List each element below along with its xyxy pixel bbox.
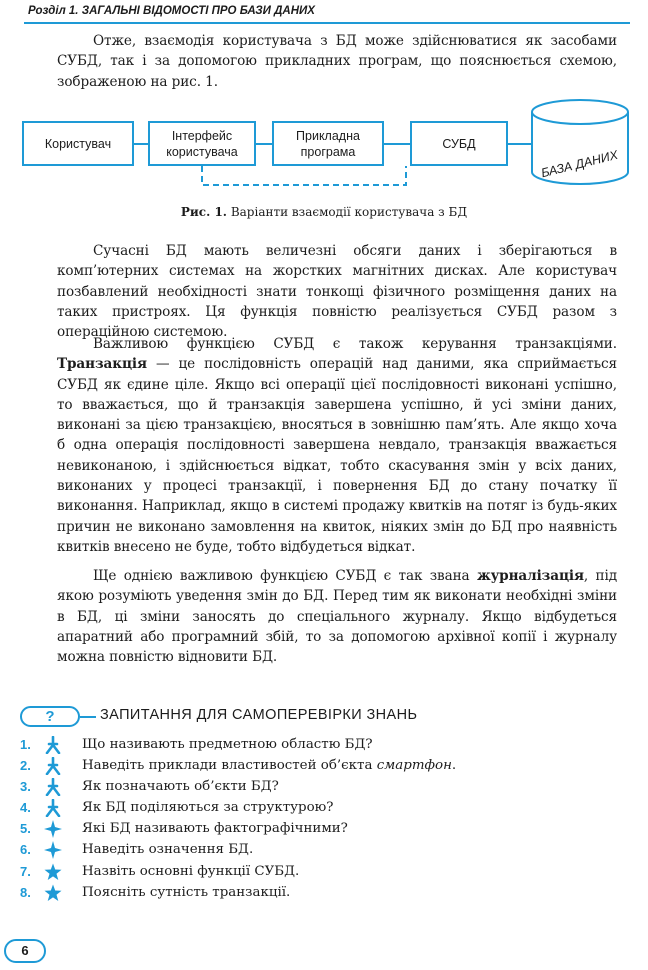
stick-figure-icon: [44, 778, 62, 796]
question-badge-divider: [80, 716, 96, 718]
question-number: 3.: [20, 779, 31, 794]
figure-caption: [0, 205, 648, 219]
box-user-interface-label: [166, 128, 238, 160]
box-user: [22, 121, 134, 166]
question-text: Назвіть основні функції СУБД.: [82, 864, 300, 879]
figure-diagram: [0, 0, 648, 240]
question-badge-text: ?: [45, 708, 55, 725]
paragraph-transactions-text: — це послідовність операцій над даними, яка сприймається СУБД як єдине ціле. Якщо всі операції цієї послідовності виконані успішно, то вважається, що й транзакція завершена успішно, й усі зміни даних, виконані за цією транзакцією, вносяться в зовнішню пам’ять. Але якщо хоча б одна операція послідовності завершена невдало, транзакція вважається невиконаною, і здійснюється відкат, тобто скасування змін у всіх даних, виконаних у процесі транзакції, і повернення БД до стану початку її виконання. Наприклад, якщо в системі продажу квитків на потяг із будь-яких причин не виконано замовлення на квиток, ніяких змін до БД про наявність квитків внесено не буде, тобто відбудеться відкат.: [57, 356, 617, 555]
box-user-label: Користувач: [44, 136, 112, 151]
paragraph-journaling-text: , під якою розуміють уведення змін до БД. Перед тим як виконати необхідні зміни в БД, ці зміни заносять до спеціального журналу. Якщо відбудеться апаратний або програмний збій, то за допомогою архівної копії і журналу можна повністю відновити БД.: [57, 568, 617, 666]
question-item-1: [20, 736, 630, 756]
five-point-star-icon: [44, 884, 62, 902]
paragraph-transactions-lead: Важливою функцією СУБД є також керування транзакціями.: [93, 336, 617, 352]
box-user-interface-line2: користувача: [166, 144, 238, 159]
figure-caption-number: Рис. 1.: [180, 205, 227, 219]
paragraph-transactions: [57, 334, 617, 557]
box-application-label: [296, 128, 360, 160]
four-point-star-icon: [44, 841, 62, 859]
question-item-5: [20, 820, 630, 840]
question-badge-icon: [20, 706, 80, 727]
question-item-2: [20, 757, 630, 777]
four-point-star-icon: [44, 820, 62, 838]
question-text-end: .: [451, 758, 457, 773]
stick-figure-icon: [44, 799, 62, 817]
question-item-3: [20, 778, 630, 798]
question-text: Що називають предметною областю БД?: [82, 737, 373, 752]
paragraph-storage: [57, 241, 617, 342]
term-journaling: журналізація: [476, 568, 584, 584]
question-text: Наведіть означення БД.: [82, 842, 254, 857]
box-dbms-label: СУБД: [442, 136, 476, 151]
paragraph-storage-text: Сучасні БД мають величезні обсяги даних і зберігаються в комп’ютерних системах на жорстких магнітних дисках. Але користувач позбавлений необхідності знати тонкощі фізичного розміщення даних на таких пристроях. Ця функція повністю реалізується СУБД разом з операційною системою.: [57, 243, 617, 341]
database-label: БАЗА ДАНИХ: [539, 147, 620, 181]
questions-heading: ЗАПИТАННЯ ДЛЯ САМОПЕРЕВІРКИ ЗНАНЬ: [100, 707, 418, 723]
question-number: 8.: [20, 885, 31, 900]
box-dbms: [410, 121, 508, 166]
five-point-star-icon: [44, 863, 62, 881]
question-text: Які БД називають фактографічними?: [82, 821, 348, 836]
box-application: [272, 121, 384, 166]
question-item-6: [20, 841, 630, 861]
section-title: Розділ 1. ЗАГАЛЬНІ ВІДОМОСТІ ПРО БАЗИ ДАНИХ: [28, 5, 315, 17]
question-number: 7.: [20, 864, 31, 879]
figure-caption-text: Варіанти взаємодії користувача з БД: [230, 205, 468, 219]
question-text: Як позначають об’єкти БД?: [82, 779, 279, 794]
question-item-8: [20, 884, 630, 904]
paragraph-journaling-lead: Ще однією важливою функцією СУБД є так звана: [93, 568, 477, 584]
question-number: 4.: [20, 800, 31, 815]
diagram-connectors: [0, 0, 648, 240]
term-transaction: Транзакція: [57, 356, 147, 373]
question-text-main: Наведіть приклади властивостей об’єкта: [82, 758, 377, 773]
box-user-interface: [148, 121, 256, 166]
box-application-line2: програма: [300, 144, 356, 159]
question-text: Поясніть сутність транзакції.: [82, 885, 291, 900]
stick-figure-icon: [44, 736, 62, 754]
question-number: 5.: [20, 821, 31, 836]
box-application-line1: Прикладна: [296, 128, 360, 143]
question-item-7: [20, 863, 630, 883]
paragraph-journaling: [57, 566, 617, 667]
question-item-4: [20, 799, 630, 819]
stick-figure-icon: [44, 757, 62, 775]
question-number: 1.: [20, 737, 31, 752]
question-text: [82, 758, 456, 773]
page-number: 6: [4, 939, 46, 963]
dashed-bypass-path: [202, 166, 406, 185]
question-text-italic: смартфон: [376, 758, 452, 773]
intro-text: Отже, взаємодія користувача з БД може здійснюватися як засобами СУБД, так і за допомогою прикладних програм, що пояснюється схемою, зображеною на рис. 1.: [57, 33, 617, 90]
question-text: Як БД поділяються за структурою?: [82, 800, 334, 815]
question-number: 6.: [20, 842, 31, 857]
box-user-interface-line1: Інтерфейс: [171, 128, 233, 143]
question-number: 2.: [20, 758, 31, 773]
